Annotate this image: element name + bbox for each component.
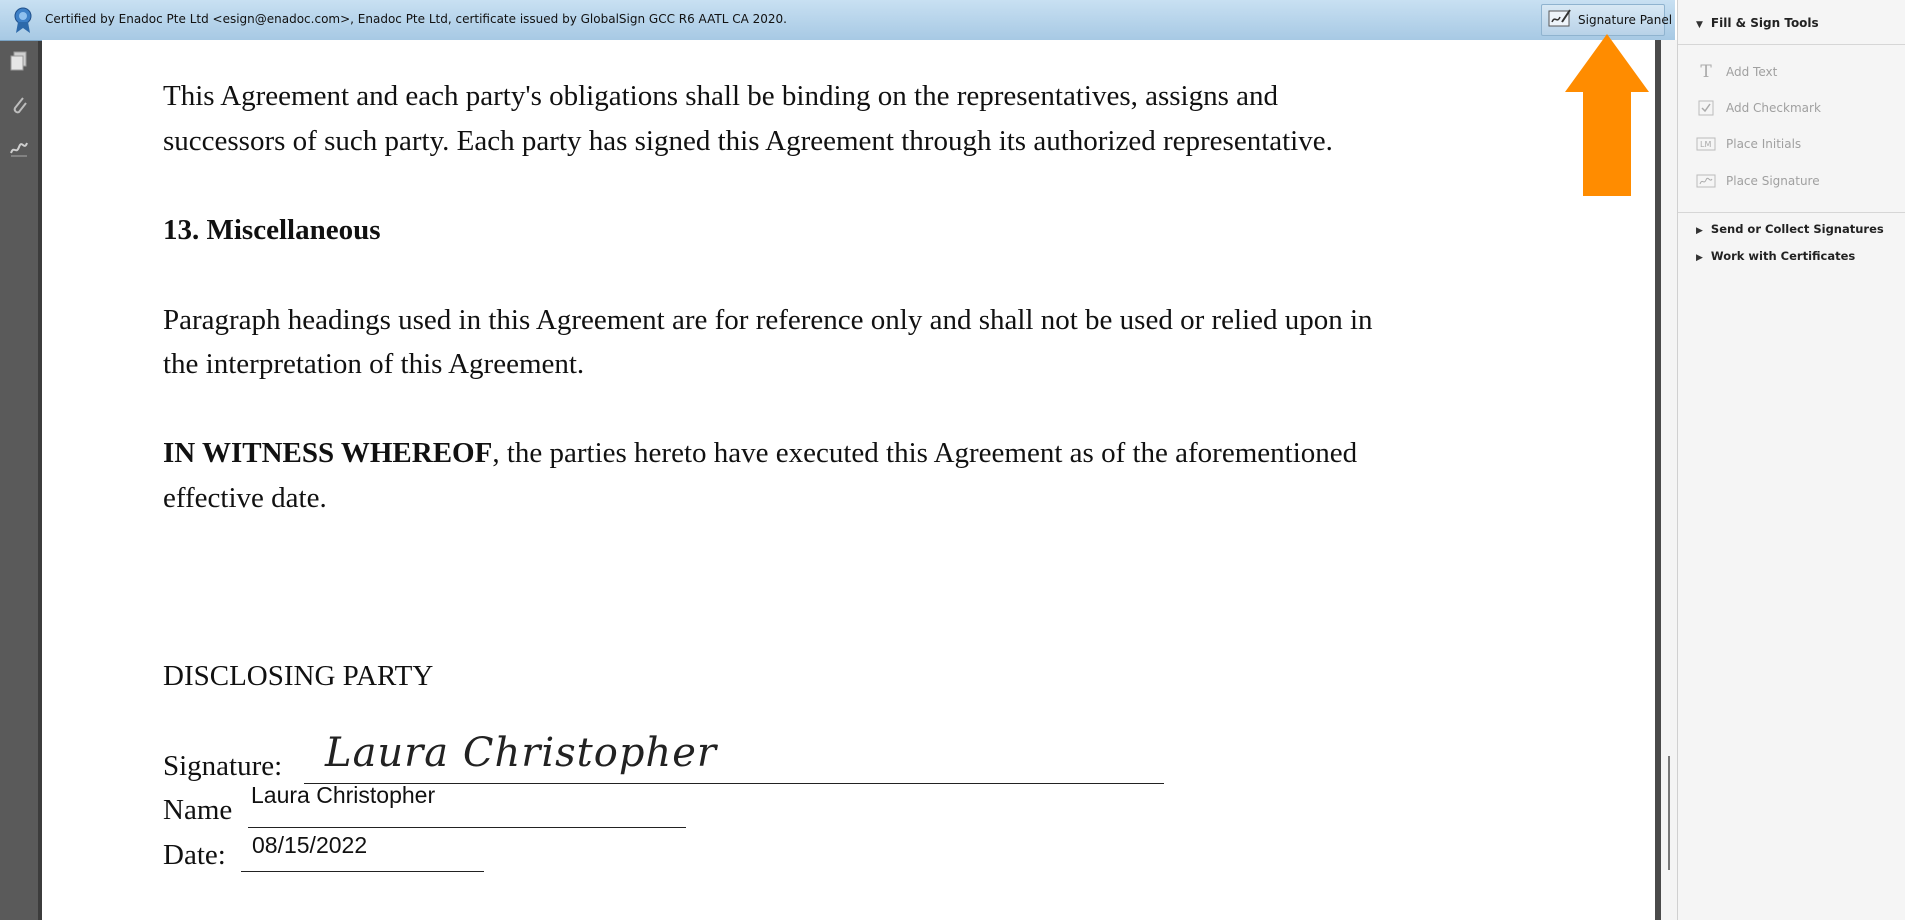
witness-line	[163, 431, 1357, 476]
signature-pen-icon	[1548, 8, 1572, 32]
fill-sign-panel	[1677, 0, 1905, 920]
pages-icon[interactable]	[6, 48, 32, 74]
attachments-icon[interactable]	[6, 92, 32, 118]
triangle-right-icon: ▶	[1696, 253, 1703, 263]
triangle-right-icon: ▶	[1696, 226, 1703, 236]
place-signature-label: Place Signature	[1726, 174, 1820, 188]
name-field[interactable]: Laura Christopher	[251, 782, 436, 808]
add-checkmark-tool[interactable]	[1696, 98, 1821, 118]
date-field[interactable]: 08/15/2022	[252, 832, 368, 858]
add-text-label: Add Text	[1726, 65, 1778, 79]
panel-divider	[1678, 212, 1905, 213]
fill-sign-tools-header[interactable]	[1696, 16, 1819, 30]
text-t-icon: T	[1700, 62, 1712, 82]
date-underline	[241, 871, 484, 872]
place-signature-tool[interactable]	[1696, 171, 1820, 191]
checkmark-icon	[1696, 98, 1716, 118]
paragraph-line: This Agreement and each party's obligations shall be binding on the representatives, assigns and	[163, 80, 1279, 112]
place-initials-tool[interactable]	[1696, 134, 1801, 154]
witness-bold: IN WITNESS WHEREOF	[163, 437, 493, 469]
work-with-certificates-header[interactable]	[1696, 249, 1855, 263]
add-text-tool[interactable]	[1696, 62, 1777, 82]
work-certificates-label: Work with Certificates	[1710, 249, 1856, 263]
name-label: Name	[163, 794, 233, 826]
signature-label: Signature:	[163, 750, 283, 782]
signature-panel-label: Signature Panel	[1578, 13, 1673, 27]
left-navigation-rail	[0, 0, 42, 920]
name-underline	[248, 827, 686, 828]
party-heading: DISCLOSING PARTY	[163, 660, 434, 692]
orange-arrow-icon	[1565, 34, 1649, 200]
paragraph-line: the interpretation of this Agreement.	[163, 348, 585, 380]
certification-ribbon-icon	[11, 6, 35, 38]
paragraph-line: Paragraph headings used in this Agreement are for reference only and shall not be used or relied upon in	[163, 304, 1373, 336]
send-collect-signatures-header[interactable]	[1696, 222, 1884, 236]
paragraph-line: successors of such party. Each party has signed this Agreement through its authorized representative.	[163, 125, 1333, 157]
certification-text: Certified by Enadoc Pte Ltd <esign@enadoc.com>, Enadoc Pte Ltd, certificate issued by GlobalSign GCC R6 AATL CA 2020.	[45, 12, 787, 26]
signature-icon	[1696, 171, 1716, 191]
witness-rest: , the parties hereto have executed this Agreement as of the aforementioned	[492, 437, 1358, 469]
panel-divider	[1678, 44, 1905, 45]
section-heading: 13. Miscellaneous	[163, 214, 381, 246]
triangle-down-icon: ▼	[1696, 20, 1703, 30]
signatures-icon[interactable]	[6, 135, 32, 161]
signature-value[interactable]: Laura Christopher	[325, 730, 717, 776]
initials-icon	[1696, 134, 1716, 154]
add-checkmark-label: Add Checkmark	[1726, 101, 1821, 115]
fill-sign-tools-label: Fill & Sign Tools	[1710, 16, 1819, 30]
certification-bar	[0, 0, 1675, 41]
date-label: Date:	[163, 839, 226, 871]
signature-panel-button[interactable]	[1541, 4, 1673, 36]
svg-text:LM: LM	[1700, 140, 1712, 149]
paragraph-line: effective date.	[163, 482, 327, 514]
scrollbar-thumb[interactable]	[1668, 756, 1670, 870]
send-collect-label: Send or Collect Signatures	[1710, 222, 1884, 236]
place-initials-label: Place Initials	[1726, 137, 1802, 151]
